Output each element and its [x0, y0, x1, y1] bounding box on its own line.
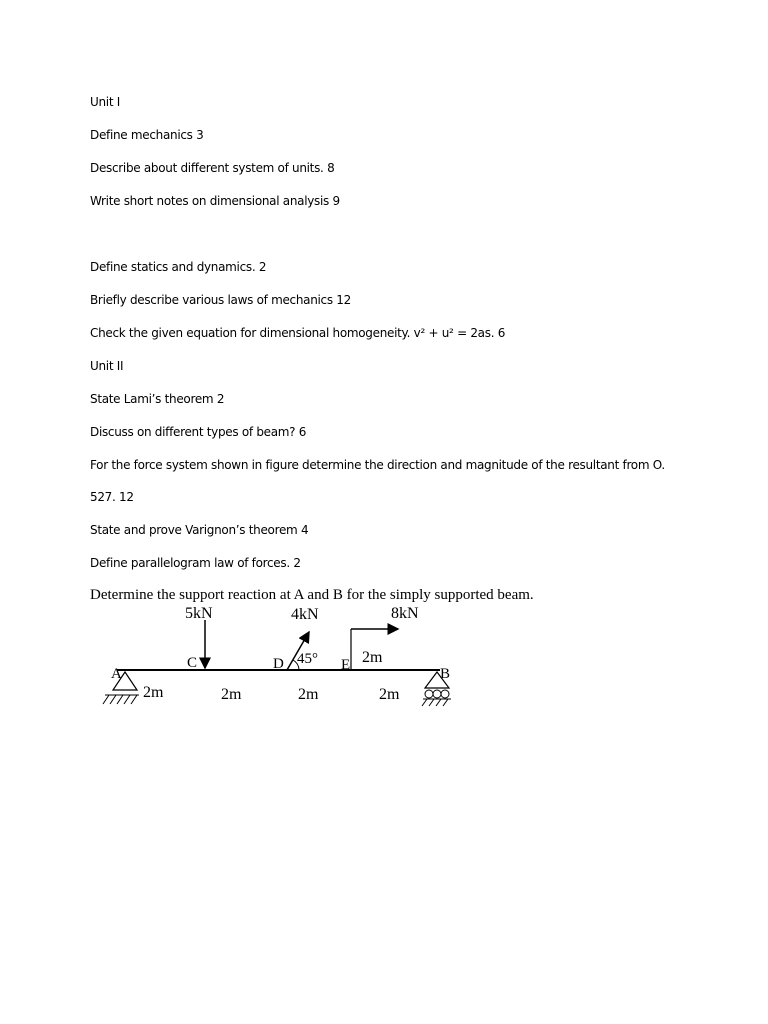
question-statics-dynamics: Define statics and dynamics. 2 [90, 260, 267, 274]
point-label-c: C [187, 655, 198, 671]
question-parallelogram-law: Define parallelogram law of forces. 2 [90, 556, 301, 570]
question-page-reference: 527. 12 [90, 490, 134, 504]
question-varignons-theorem: State and prove Varignon’s theorem 4 [90, 523, 309, 537]
point-label-e: E [341, 657, 351, 673]
simply-supported-beam-figure [95, 600, 475, 720]
point-label-b: B [440, 666, 451, 682]
unit-1-heading: Unit I [90, 95, 120, 109]
question-dimensional-analysis: Write short notes on dimensional analysis 9 [90, 194, 340, 208]
span-label-4: 2m [379, 686, 400, 703]
load-label-d: 4kN [291, 606, 319, 623]
span-label-2: 2m [221, 686, 242, 703]
question-define-mechanics: Define mechanics 3 [90, 128, 204, 142]
question-force-system-resultant: For the force system shown in figure determine the direction and magnitude of the resultant from O. [90, 458, 665, 472]
angle-label: 45° [297, 651, 318, 667]
span-label-3: 2m [298, 686, 319, 703]
load-label-c: 5kN [185, 605, 213, 622]
question-support-reaction: Determine the support reaction at A and B for the simply supported beam. [90, 587, 534, 603]
question-dimensional-homogeneity: Check the given equation for dimensional homogeneity. v² + u² = 2as. 6 [90, 326, 506, 340]
point-label-d: D [273, 656, 284, 672]
height-label: 2m [362, 649, 383, 666]
load-label-e: 8kN [391, 605, 419, 622]
question-laws-of-mechanics: Briefly describe various laws of mechanics 12 [90, 293, 351, 307]
question-types-of-beam: Discuss on different types of beam? 6 [90, 425, 307, 439]
unit-2-heading: Unit II [90, 359, 124, 373]
point-label-a: A [111, 666, 122, 682]
question-lamis-theorem: State Lami’s theorem 2 [90, 392, 225, 406]
span-label-1: 2m [143, 684, 164, 701]
question-system-of-units: Describe about different system of units. 8 [90, 161, 335, 175]
